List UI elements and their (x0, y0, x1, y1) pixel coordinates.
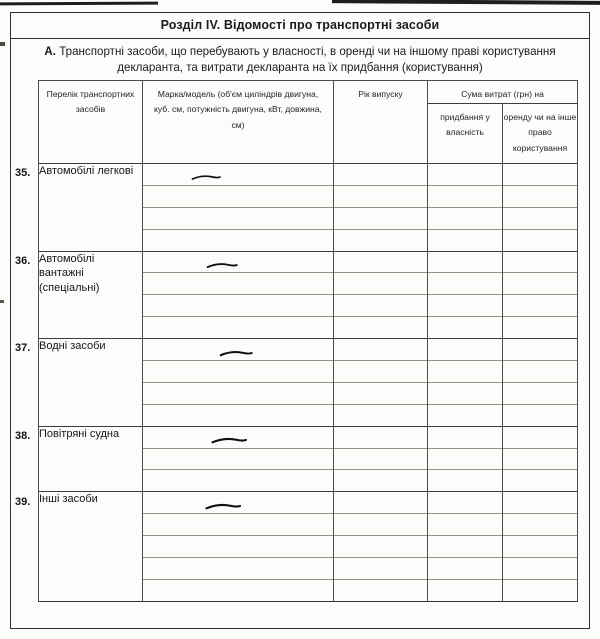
cost-rent-entry-cell[interactable] (503, 295, 578, 317)
header-cost-ownership: придбання у власність (428, 104, 503, 164)
year-entry-cell[interactable] (334, 448, 428, 470)
model-entry-cell[interactable] (143, 426, 334, 448)
cost-rent-entry-cell[interactable] (503, 426, 578, 448)
cost-rent-entry-cell[interactable] (503, 514, 578, 536)
year-entry-cell[interactable] (334, 558, 428, 580)
cost-rent-entry-cell[interactable] (503, 251, 578, 273)
category-label-cell: Повітряні судна (39, 426, 143, 492)
cost-rent-entry-cell[interactable] (503, 185, 578, 207)
category-label-cell: Автомобілі вантажні (спеціальні) (39, 251, 143, 339)
model-entry-cell[interactable] (143, 579, 334, 601)
cost-ownership-entry-cell[interactable] (428, 514, 503, 536)
handwritten-dash-mark (219, 346, 333, 358)
cost-ownership-entry-cell[interactable] (428, 361, 503, 383)
cost-ownership-entry-cell[interactable] (428, 273, 503, 295)
year-entry-cell[interactable] (334, 514, 428, 536)
model-entry-cell[interactable] (143, 404, 334, 426)
row-number: 38. (15, 429, 31, 442)
model-entry-cell[interactable] (143, 492, 334, 514)
cost-ownership-entry-cell[interactable] (428, 164, 503, 186)
table-row (39, 339, 578, 361)
model-entry-cell[interactable] (143, 361, 334, 383)
cost-rent-entry-cell[interactable] (503, 207, 578, 229)
scan-artifact (332, 0, 600, 5)
cost-rent-entry-cell[interactable] (503, 536, 578, 558)
cost-ownership-entry-cell[interactable] (428, 339, 503, 361)
year-entry-cell[interactable] (334, 492, 428, 514)
model-entry-cell[interactable] (143, 470, 334, 492)
year-entry-cell[interactable] (334, 339, 428, 361)
cost-ownership-entry-cell[interactable] (428, 295, 503, 317)
cost-rent-entry-cell[interactable] (503, 558, 578, 580)
category-label-cell: Водні засоби (39, 339, 143, 427)
year-entry-cell[interactable] (334, 229, 428, 251)
subsection-a-note (24, 44, 576, 76)
year-entry-cell[interactable] (334, 382, 428, 404)
model-entry-cell[interactable] (143, 185, 334, 207)
table-row (39, 426, 578, 448)
year-entry-cell[interactable] (334, 207, 428, 229)
cost-ownership-entry-cell[interactable] (428, 536, 503, 558)
year-entry-cell[interactable] (334, 185, 428, 207)
scan-artifact (0, 42, 5, 46)
cost-rent-entry-cell[interactable] (503, 492, 578, 514)
cost-rent-entry-cell[interactable] (503, 470, 578, 492)
category-label-cell: Автомобілі легкові (39, 164, 143, 252)
cost-rent-entry-cell[interactable] (503, 579, 578, 601)
handwritten-dash-mark (191, 170, 333, 182)
year-entry-cell[interactable] (334, 251, 428, 273)
header-vehicle-list: Перелік транспортних засобів (39, 81, 143, 164)
row-number: 35. (15, 167, 31, 179)
header-costs-group: Сума витрат (грн) на (428, 81, 578, 104)
model-entry-cell[interactable] (143, 382, 334, 404)
subsection-a-label: А. (44, 45, 56, 58)
year-entry-cell[interactable] (334, 426, 428, 448)
header-year: Рік випуску (334, 81, 428, 164)
model-entry-cell[interactable] (143, 251, 334, 273)
cost-rent-entry-cell[interactable] (503, 273, 578, 295)
header-model: Марка/модель (об'єм циліндрів двигуна, куб. см, потужність двигуна, кВт, довжина, см) (143, 81, 334, 164)
model-entry-cell[interactable] (143, 295, 334, 317)
model-entry-cell[interactable] (143, 448, 334, 470)
subsection-a-line2: декларанта, та витрати декларанта на їх придбання (користування) (117, 61, 483, 75)
year-entry-cell[interactable] (334, 317, 428, 339)
cost-rent-entry-cell[interactable] (503, 382, 578, 404)
cost-ownership-entry-cell[interactable] (428, 426, 503, 448)
category-label-cell: Інші засоби (39, 492, 143, 601)
year-entry-cell[interactable] (334, 273, 428, 295)
year-entry-cell[interactable] (334, 579, 428, 601)
model-entry-cell[interactable] (143, 317, 334, 339)
year-entry-cell[interactable] (334, 404, 428, 426)
handwritten-dash-mark (207, 433, 333, 445)
cost-rent-entry-cell[interactable] (503, 229, 578, 251)
scan-artifact (0, 300, 4, 303)
cost-rent-entry-cell[interactable] (503, 404, 578, 426)
year-entry-cell[interactable] (334, 164, 428, 186)
cost-rent-entry-cell[interactable] (503, 164, 578, 186)
year-entry-cell[interactable] (334, 361, 428, 383)
row-number: 39. (15, 495, 31, 508)
model-entry-cell[interactable] (143, 536, 334, 558)
model-entry-cell[interactable] (143, 273, 334, 295)
model-entry-cell[interactable] (143, 514, 334, 536)
year-entry-cell[interactable] (334, 295, 428, 317)
section-title-text: Розділ IV. Відомості про транспортні засоби (160, 18, 440, 32)
year-entry-cell[interactable] (334, 470, 428, 492)
cost-rent-entry-cell[interactable] (503, 339, 578, 361)
cost-ownership-entry-cell[interactable] (428, 317, 503, 339)
header-cost-rent: оренду чи на інше право користування (503, 104, 578, 164)
cost-ownership-entry-cell[interactable] (428, 470, 503, 492)
cost-ownership-entry-cell[interactable] (428, 492, 503, 514)
vehicles-table (38, 80, 578, 602)
table-row (39, 251, 578, 273)
year-entry-cell[interactable] (334, 536, 428, 558)
cost-ownership-entry-cell[interactable] (428, 382, 503, 404)
vehicles-table-header (39, 81, 578, 164)
cost-rent-entry-cell[interactable] (503, 317, 578, 339)
cost-rent-entry-cell[interactable] (503, 361, 578, 383)
cost-ownership-entry-cell[interactable] (428, 558, 503, 580)
scan-artifact (0, 2, 158, 6)
subsection-a-line1: Транспортні засоби, що перебувають у власності, в оренді чи на іншому праві користування (59, 45, 556, 58)
handwritten-dash-mark (206, 258, 333, 270)
table-row (39, 492, 578, 514)
cost-ownership-entry-cell[interactable] (428, 229, 503, 251)
cost-rent-entry-cell[interactable] (503, 448, 578, 470)
row-number: 36. (15, 254, 31, 267)
table-row (39, 164, 578, 186)
model-entry-cell[interactable] (143, 207, 334, 229)
vehicles-table-body (39, 164, 578, 602)
cost-ownership-entry-cell[interactable] (428, 448, 503, 470)
cost-ownership-entry-cell[interactable] (428, 185, 503, 207)
cost-ownership-entry-cell[interactable] (428, 404, 503, 426)
row-number: 37. (15, 342, 31, 355)
section-title (10, 12, 590, 39)
model-entry-cell[interactable] (143, 558, 334, 580)
cost-ownership-entry-cell[interactable] (428, 251, 503, 273)
cost-ownership-entry-cell[interactable] (428, 579, 503, 601)
model-entry-cell[interactable] (143, 339, 334, 361)
cost-ownership-entry-cell[interactable] (428, 207, 503, 229)
handwritten-dash-mark (204, 499, 333, 511)
model-entry-cell[interactable] (143, 164, 334, 186)
model-entry-cell[interactable] (143, 229, 334, 251)
